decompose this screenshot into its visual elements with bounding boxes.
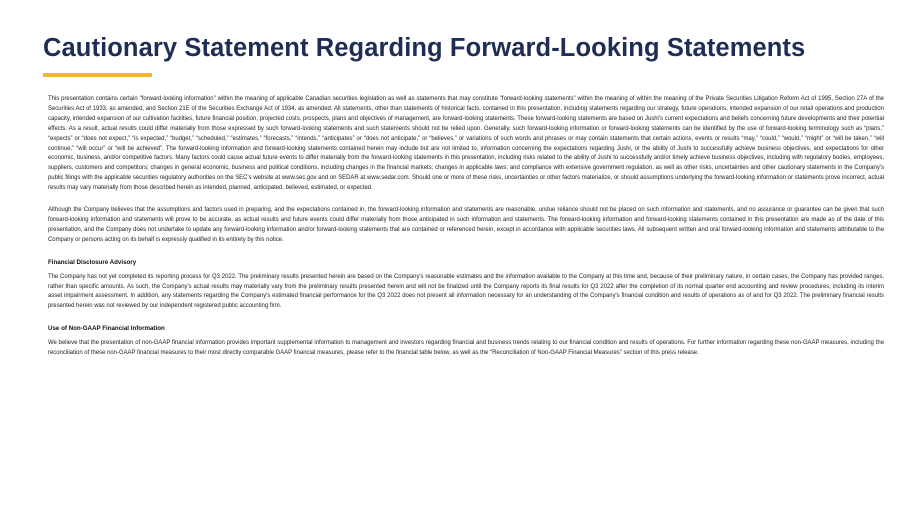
heading-non-gaap: Use of Non-GAAP Financial Information	[48, 325, 165, 333]
paragraph-non-gaap: We believe that the presentation of non-GAAP financial information provides important supplemental information to management and investors regarding financial and business trends relating to our financial condition and results of operations. For further information regarding these non-GAAP measures, including the reconciliation of these non-GAAP financial measures to their most directly comparable GAAP financial measures, please refer to the financial table below, as well as the "Reconciliation of Non-GAAP Financial Measures" section of this press release.	[48, 340, 884, 357]
paragraph-forward-looking: This presentation contains certain "forward-looking information" within the meaning of applicable Canadian securities legislation as well as statements that may constitute "forward-looking statements" within the meaning of within the meaning of the Private Securities Litigation Reform Act of 1995, Section 27A of the Securities Act of 1933, as amended, and Section 21E of the Securities Exchange Act of 1934, as amended. All statements, other than statements of historical facts, contained in this presentation, including statements regarding our strategy, future operations, intended expansion of our retail operations and production capacity, intended expansion of our cultivation facilities, future financial position, projected costs, prospects, plans and objectives of management, are forward-looking statements. These forward-looking statements are based on Jushi's current expectations and beliefs concerning future developments and their potential effects. As a result, actual results could differ materially from those expressed by such forward-looking statements and such statements should not be relied upon. Generally, such forward-looking information or forward-looking statements can be identified by the use of forward-looking terminology such as “plans,” “expects” or “does not expect,” “is expected,” “budget,” “scheduled,” “estimates,” “forecasts,” “intends,” “anticipates” or “does not anticipate,” or “believes,” or variations of such words and phrases or may contain statements that certain actions, events or results “may,” “could,” “would,” “might” or “will be taken,” “will continue,” “will occur” or “will be achieved”. The forward-looking information and forward-looking statements contained herein may include but are not limited to, information concerning the expectations regarding Jushi, or the ability of Jushi to successfully achieve business objectives, and expectations for other economic, business, and/or competitive factors. Many factors could cause actual future events to differ materially from the forward-looking statements in this presentation, including risks related to the ability of Jushi to successfully and/or timely achieve business objectives, including with regulatory bodies, employees, suppliers, customers and competitors; changes in general economic, business and political conditions, including changes in the financial markets; changes in applicable laws; and compliance with extensive government regulation, as well as other risks, uncertainties and other cautionary statements in the Company’s public filings with the applicable securities regulatory authorities on the SEC’s website at www.sec.gov and on SEDAR at www.sedar.com. Should one or more of these risks, uncertainties or other factors materialize, or should assumptions underlying the forward-looking information or statements prove incorrect, actual results may vary materially from those described herein as intended, planned, anticipated, believed, estimated, or expected.	[48, 96, 884, 192]
paragraph-financial-disclosure: The Company has not yet completed its reporting process for Q3 2022. The preliminary results presented herein are based on the Company's reasonable estimates and the information available to the Company at this time and, because of their preliminary nature, in certain cases, the Company has provided ranges, rather than specific amounts. As such, the Company's actual results may materially vary from the preliminary results presented herein and will not be finalized until the Company reports its final results for Q3 2022 after the completion of its normal quarter end accounting and review procedures, including its interim asset impairment assessment. In addition, any statements regarding the Company's estimated financial performance for the Q3 2022 does not present all information necessary for an understanding of the Company's financial condition and results of operations as of and for Q3 2022. The preliminary financial results presented herein was not reviewed by our independent registered public accounting firm.	[48, 273, 884, 310]
body-content	[48, 95, 884, 371]
page-title: Cautionary Statement Regarding Forward-Looking Statements	[43, 34, 806, 62]
paragraph-assumptions: Although the Company believes that the assumptions and factors used in preparing, and the expectations contained in, the forward-looking information and statements are reasonable, undue reliance should not be placed on such information and statements, and no assurance or guarantee can be given that such forward-looking information and statements will prove to be accurate, as actual results and future events could differ materially from those anticipated in such information and statements. The forward-looking information and forward-looking statements contained in this presentation are made as of the date of this presentation, and the Company does not undertake to update any forward-looking information and/or forward-looking statements that are contained or referenced herein, except in accordance with applicable securities laws. All subsequent written and oral forward-looking information and statements attributable to the Company or persons acting on its behalf is expressly qualified in its entirety by this notice.	[48, 207, 884, 243]
title-accent-bar	[43, 73, 152, 77]
heading-financial-disclosure: Financial Disclosure Advisory	[48, 258, 137, 266]
